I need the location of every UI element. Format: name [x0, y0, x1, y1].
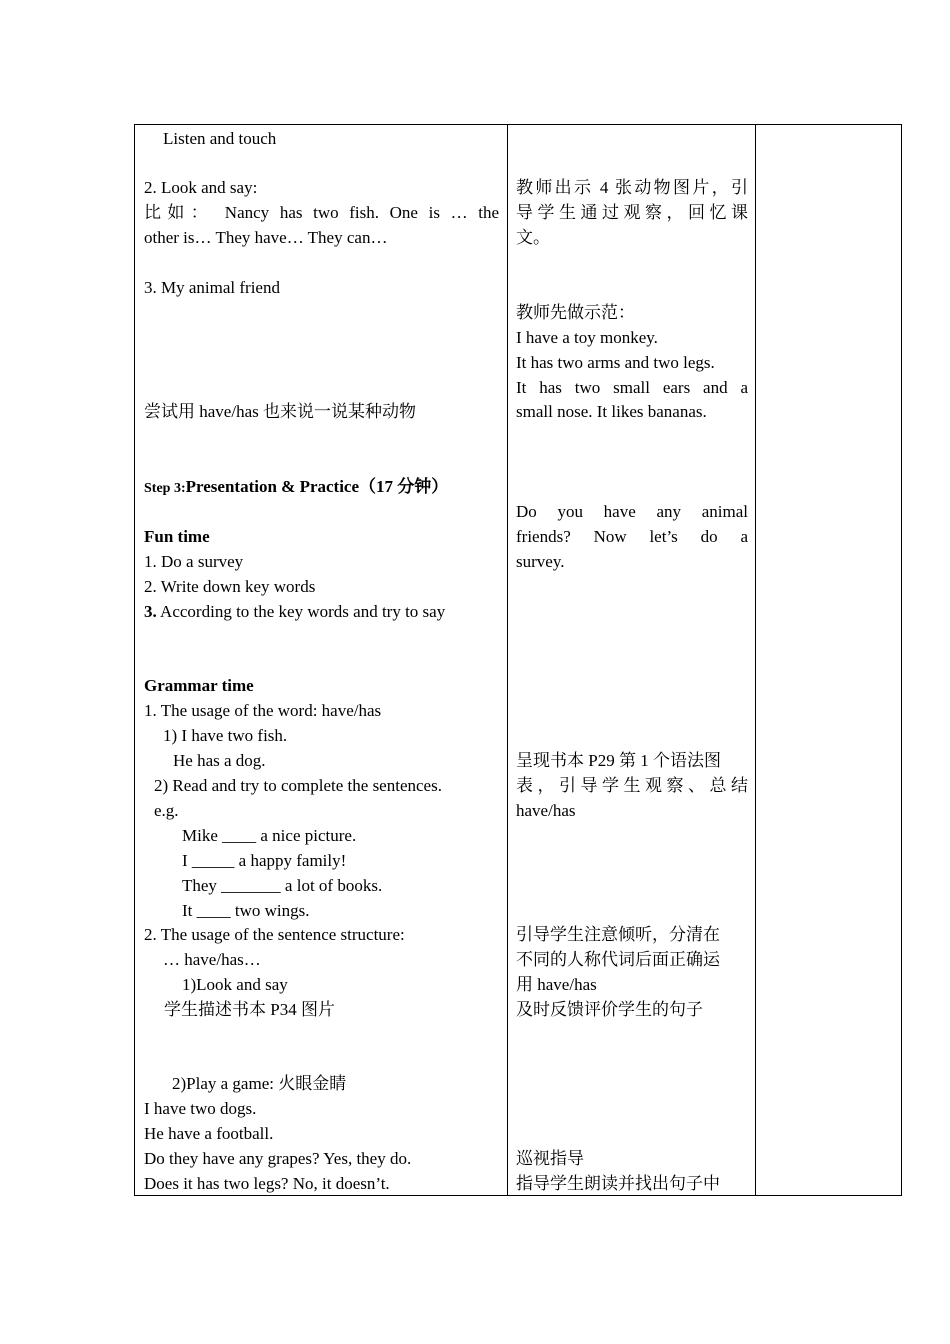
grammar-structure: … have/has…	[163, 950, 261, 969]
teacher-column	[516, 125, 748, 1195]
teacher-note: 用 have/has	[516, 975, 597, 994]
column-divider	[507, 125, 508, 1195]
teacher-note: 表，引导学生观察、总结	[516, 776, 748, 795]
teacher-note: I have a toy monkey.	[516, 328, 658, 347]
grammar-example: 1) I have two fish.	[163, 726, 288, 745]
grammar-item: 2) Read and try to complete the sentences.	[154, 776, 442, 795]
fun-item-text: According to the key words and try to say	[156, 602, 446, 621]
lesson-plan-table	[134, 124, 902, 1196]
listen-touch-text: Listen and touch	[163, 129, 277, 148]
teacher-note: small nose. It likes bananas.	[516, 402, 707, 421]
grammar-item: 1. The usage of the word: have/has	[144, 701, 382, 720]
teacher-note: It has two arms and two legs.	[516, 353, 715, 372]
teacher-note: 教师出示 4 张动物图片，引	[516, 178, 748, 197]
eg-label: e.g.	[154, 801, 179, 820]
teacher-note: survey.	[516, 552, 565, 571]
grammar-example: He has a dog.	[173, 751, 266, 770]
teacher-note: 导学生通过观察，回忆课	[516, 203, 748, 222]
fun-time-heading: Fun time	[144, 527, 210, 546]
teacher-note: 巡视指导	[516, 1149, 584, 1168]
fun-time-item	[144, 599, 499, 624]
animal-friend-title: 3. My animal friend	[144, 278, 280, 297]
try-have-has-text: 尝试用 have/has 也来说一说某种动物	[144, 402, 416, 421]
activities-column	[144, 125, 499, 1195]
game-sentence: He have a football.	[144, 1124, 274, 1143]
teacher-note: 不同的人称代词后面正确运	[516, 950, 720, 969]
teacher-note: It has two small ears and a	[516, 378, 748, 397]
fun-item-number: 3.	[144, 602, 157, 621]
fill-blank-sentence: Mike ____ a nice picture.	[182, 826, 357, 845]
grammar-time-heading: Grammar time	[144, 676, 254, 695]
game-sentence: Do they have any grapes? Yes, they do.	[144, 1149, 412, 1168]
game-title: 2)Play a game: 火眼金睛	[172, 1074, 347, 1093]
teacher-note: 指导学生朗读并找出句子中	[516, 1174, 720, 1193]
grammar-subitem: 1)Look and say	[182, 975, 288, 994]
fill-blank-sentence: It ____ two wings.	[182, 901, 310, 920]
fun-time-item: 1. Do a survey	[144, 552, 244, 571]
teacher-note: have/has	[516, 801, 576, 820]
look-say-example: 比如： Nancy has two fish. One is … the	[144, 203, 499, 222]
game-sentence: Does it has two legs? No, it doesn’t.	[144, 1174, 390, 1193]
notes-column	[756, 125, 901, 1195]
step3-label: Step 3:	[144, 481, 186, 496]
teacher-note: friends? Now let’s do a	[516, 527, 748, 546]
teacher-note: 文。	[516, 228, 550, 247]
teacher-note: Do you have any animal	[516, 502, 748, 521]
teacher-note: 及时反馈评价学生的句子	[516, 1000, 703, 1019]
game-sentence: I have two dogs.	[144, 1099, 257, 1118]
fill-blank-sentence: They _______ a lot of books.	[182, 876, 383, 895]
teacher-note: 教师先做示范：	[516, 303, 635, 322]
step3-title: Presentation & Practice（17 分钟）	[185, 477, 449, 496]
fun-time-item: 2. Write down key words	[144, 577, 316, 596]
fill-blank-sentence: I _____ a happy family!	[182, 851, 347, 870]
teacher-note: 引导学生注意倾听，分清在	[516, 925, 720, 944]
look-say-example-cont: other is… They have… They can…	[144, 228, 388, 247]
grammar-subitem-desc: 学生描述书本 P34 图片	[164, 1000, 335, 1019]
teacher-note: 呈现书本 P29 第 1 个语法图	[516, 751, 721, 770]
look-say-title: 2. Look and say:	[144, 178, 258, 197]
step3-heading	[144, 474, 499, 499]
grammar-item: 2. The usage of the sentence structure:	[144, 925, 405, 944]
